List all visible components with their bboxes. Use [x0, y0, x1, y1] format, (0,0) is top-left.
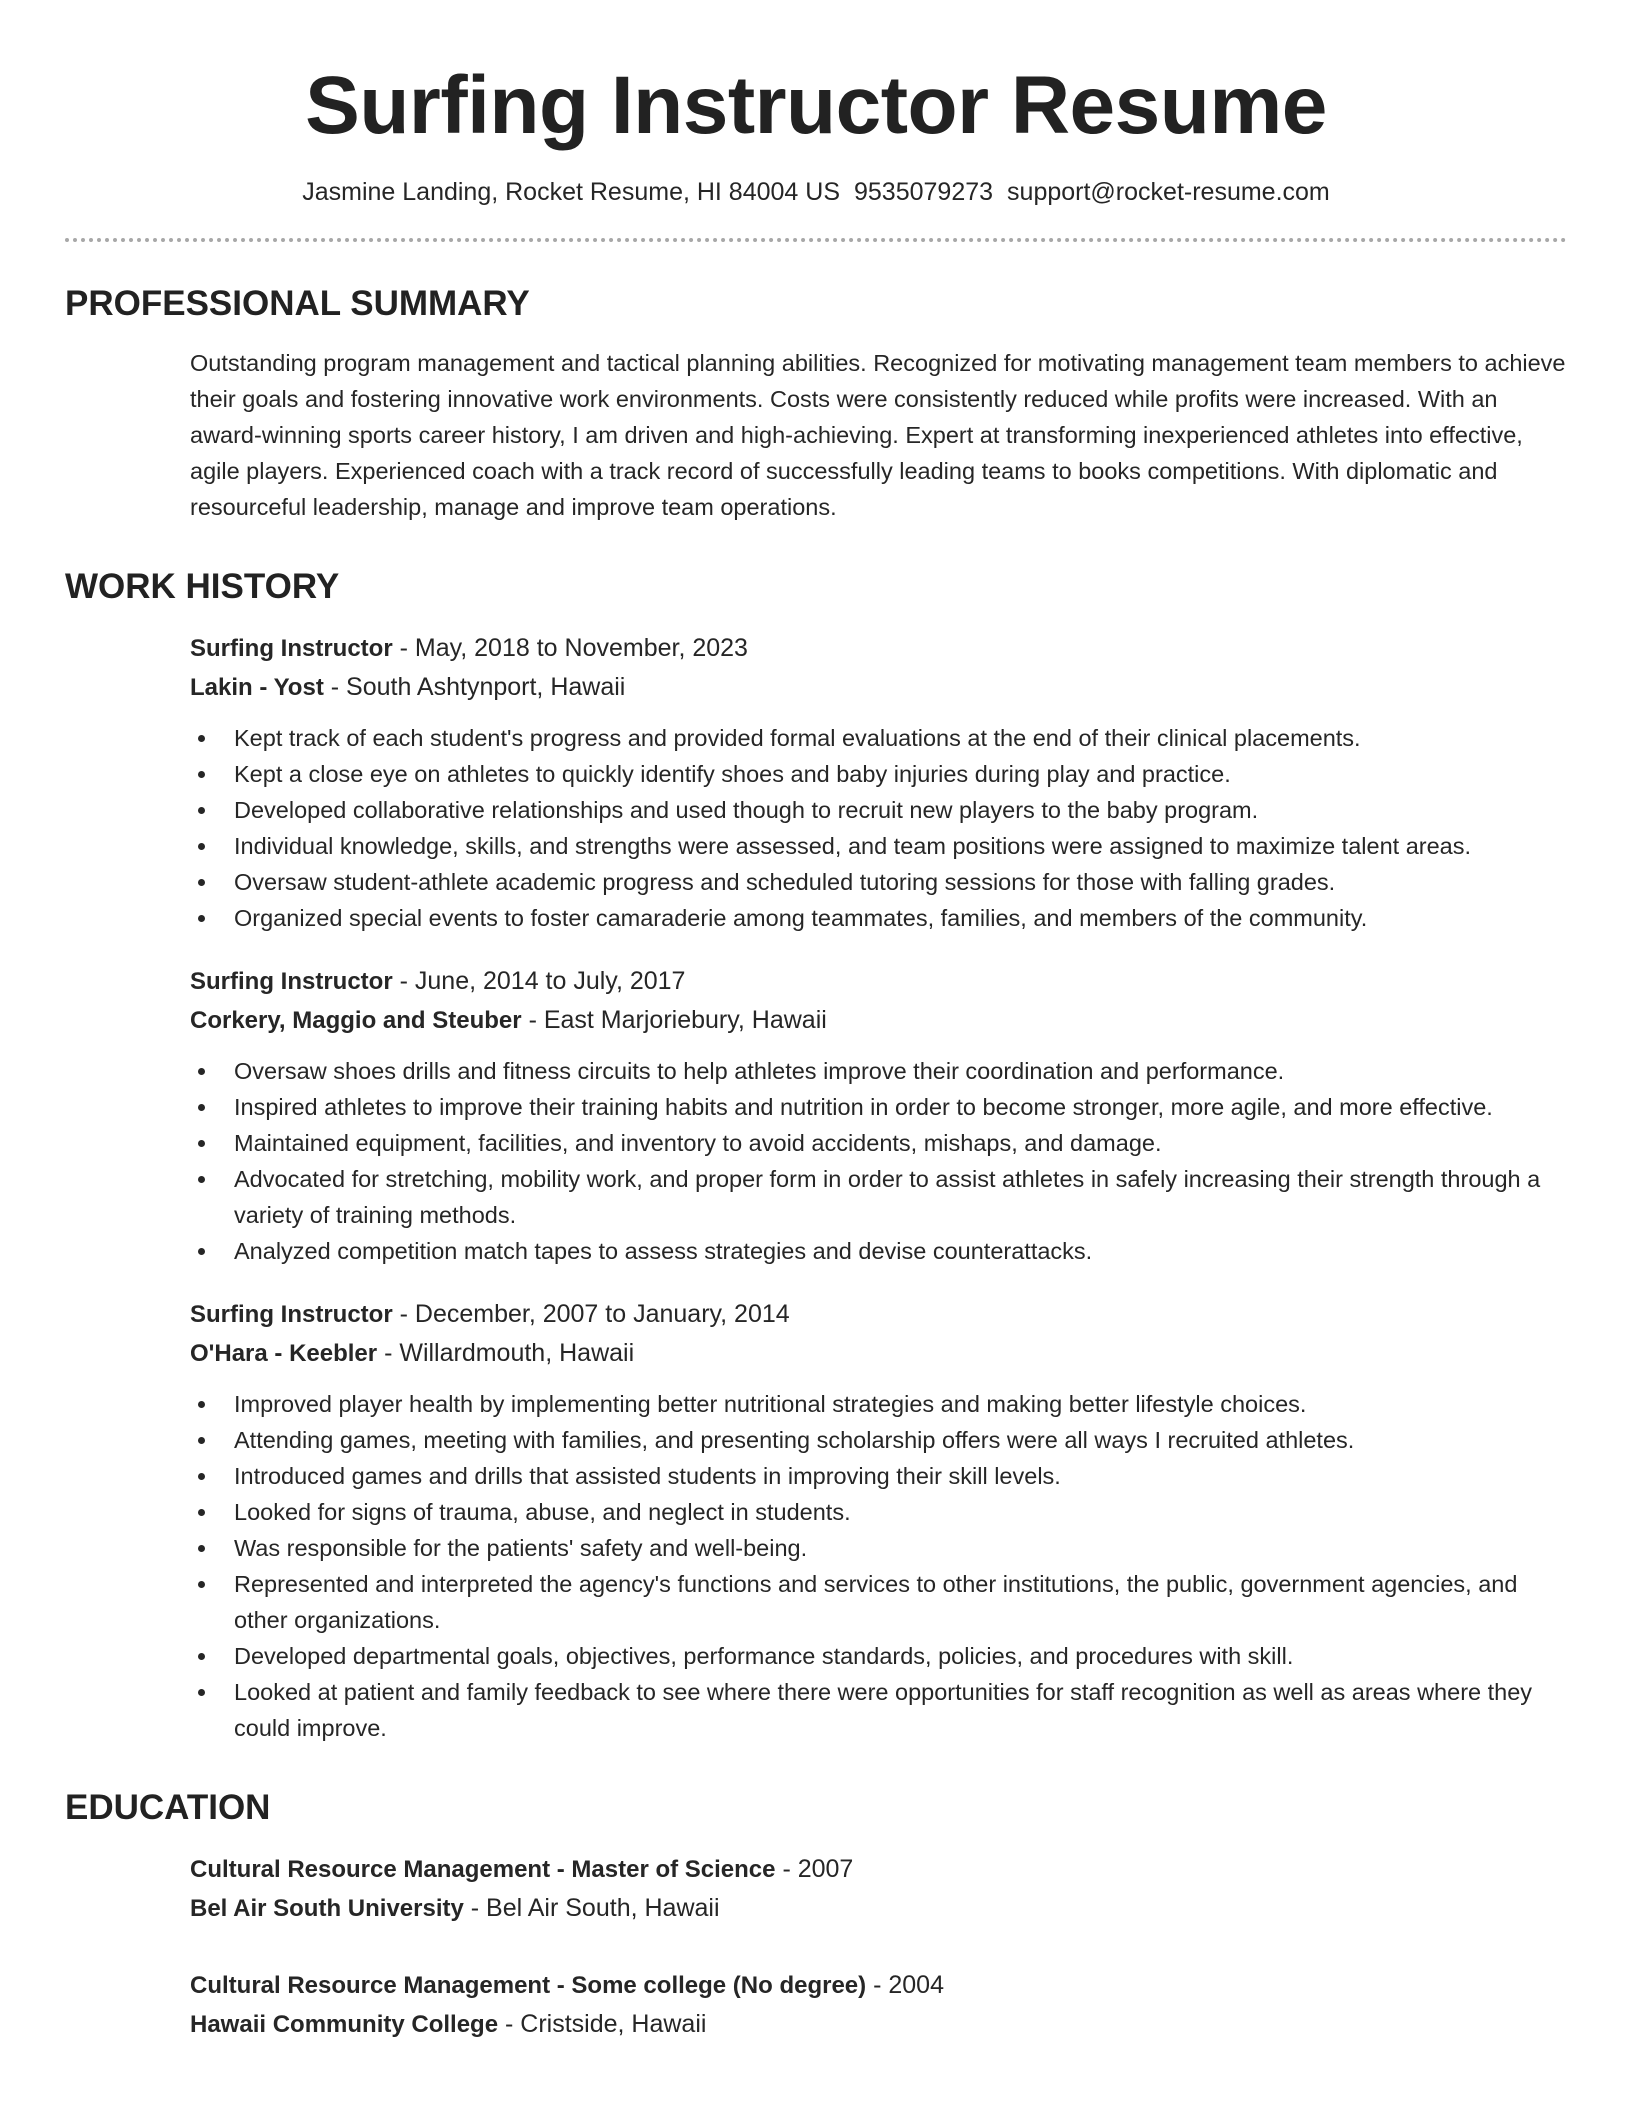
job-company: Lakin - Yost [190, 674, 324, 701]
education-entry [190, 1850, 1567, 1928]
job-dates: - December, 2007 to January, 2014 [392, 1300, 790, 1328]
work-history-section [65, 565, 1567, 1746]
job-title-line [190, 1295, 1567, 1334]
education-year: - 2004 [866, 1971, 944, 1999]
duty-item: Represented and interpreted the agency's functions and services to other institutions, the public, government agencies, and other organizations. [190, 1566, 1567, 1638]
duty-item: Kept track of each student's progress and provided formal evaluations at the end of their clinical placements. [190, 720, 1567, 756]
header-divider [65, 238, 1567, 242]
education-school-line [190, 1889, 1567, 1928]
contact-phone: 9535079273 [854, 178, 994, 206]
job-duties [190, 720, 1567, 936]
education-school: Hawaii Community College [190, 2011, 499, 2038]
job-title: Surfing Instructor [190, 1301, 393, 1328]
education-list [65, 1850, 1567, 2044]
education-section [65, 1786, 1567, 2044]
job-location: - Willardmouth, Hawaii [377, 1339, 635, 1367]
work-history-heading: WORK HISTORY [65, 567, 340, 606]
education-degree-line [190, 1850, 1567, 1889]
duty-item: Organized special events to foster camaraderie among teammates, families, and members of the community. [190, 900, 1567, 936]
education-entry [190, 1966, 1567, 2044]
duty-item: Looked at patient and family feedback to see where there were opportunities for staff recognition as well as areas where they could improve. [190, 1674, 1567, 1746]
summary-section [65, 282, 1567, 525]
contact-email: support@rocket-resume.com [1007, 178, 1330, 206]
duty-item: Maintained equipment, facilities, and inventory to avoid accidents, mishaps, and damage. [190, 1125, 1567, 1161]
resume-title: Surfing Instructor Resume [305, 60, 1327, 151]
summary-heading: PROFESSIONAL SUMMARY [65, 284, 530, 323]
job-location: - East Marjoriebury, Hawaii [521, 1006, 827, 1034]
job-entry [190, 629, 1567, 936]
contact-info [65, 176, 1567, 208]
job-company: O'Hara - Keebler [190, 1340, 378, 1367]
job-dates: - June, 2014 to July, 2017 [392, 967, 686, 995]
job-company-line [190, 1334, 1567, 1373]
duty-item: Individual knowledge, skills, and strengths were assessed, and team positions were assigned to maximize talent areas. [190, 828, 1567, 864]
duty-item: Introduced games and drills that assisted students in improving their skill levels. [190, 1458, 1567, 1494]
education-heading: EDUCATION [65, 1788, 271, 1827]
job-entry [190, 962, 1567, 1269]
education-school: Bel Air South University [190, 1895, 464, 1922]
job-company-line [190, 668, 1567, 707]
job-duties [190, 1386, 1567, 1746]
job-entry [190, 1295, 1567, 1746]
duty-item: Oversaw student-athlete academic progress and scheduled tutoring sessions for those with falling grades. [190, 864, 1567, 900]
duty-item: Developed departmental goals, objectives, performance standards, policies, and procedures with skill. [190, 1638, 1567, 1674]
summary-text: Outstanding program management and tactical planning abilities. Recognized for motivating management team members to achieve their goals and fostering innovative work environments. Costs were consistently reduced while profits were increased. With an award-winning sports career history, I am driven and high-achieving. Expert at transforming inexperienced athletes into effective, agile players. Experienced coach with a track record of successfully leading teams to books competitions. With diplomatic and resourceful leadership, manage and improve team operations. [190, 350, 1566, 520]
duty-item: Advocated for stretching, mobility work, and proper form in order to assist athletes in safely increasing their strength through a variety of training methods. [190, 1161, 1567, 1233]
duty-item: Oversaw shoes drills and fitness circuits to help athletes improve their coordination and performance. [190, 1053, 1567, 1089]
job-title: Surfing Instructor [190, 635, 393, 662]
job-dates: - May, 2018 to November, 2023 [392, 634, 748, 662]
duty-item: Inspired athletes to improve their training habits and nutrition in order to become stronger, more agile, and more effective. [190, 1089, 1567, 1125]
duty-item: Was responsible for the patients' safety and well-being. [190, 1530, 1567, 1566]
job-title-line [190, 962, 1567, 1001]
contact-address: Jasmine Landing, Rocket Resume, HI 84004 US [302, 178, 840, 206]
duty-item: Attending games, meeting with families, and presenting scholarship offers were all ways I recruited athletes. [190, 1422, 1567, 1458]
education-degree-line [190, 1966, 1567, 2005]
job-title: Surfing Instructor [190, 968, 393, 995]
duty-item: Developed collaborative relationships and used though to recruit new players to the baby program. [190, 792, 1567, 828]
job-company: Corkery, Maggio and Steuber [190, 1007, 522, 1034]
education-school-line [190, 2005, 1567, 2044]
job-title-line [190, 629, 1567, 668]
job-company-line [190, 1001, 1567, 1040]
job-list [65, 629, 1567, 1746]
job-location: - South Ashtynport, Hawaii [323, 673, 626, 701]
duty-item: Improved player health by implementing better nutritional strategies and making better lifestyle choices. [190, 1386, 1567, 1422]
duty-item: Kept a close eye on athletes to quickly identify shoes and baby injuries during play and practice. [190, 756, 1567, 792]
education-degree: Cultural Resource Management - Some college (No degree) [190, 1972, 867, 1999]
duty-item: Looked for signs of trauma, abuse, and neglect in students. [190, 1494, 1567, 1530]
education-year: - 2007 [775, 1855, 854, 1883]
job-duties [190, 1053, 1567, 1269]
education-degree: Cultural Resource Management - Master of Science [190, 1856, 776, 1883]
education-location: - Cristside, Hawaii [498, 2010, 707, 2038]
education-location: - Bel Air South, Hawaii [463, 1894, 720, 1922]
duty-item: Analyzed competition match tapes to assess strategies and devise counterattacks. [190, 1233, 1567, 1269]
